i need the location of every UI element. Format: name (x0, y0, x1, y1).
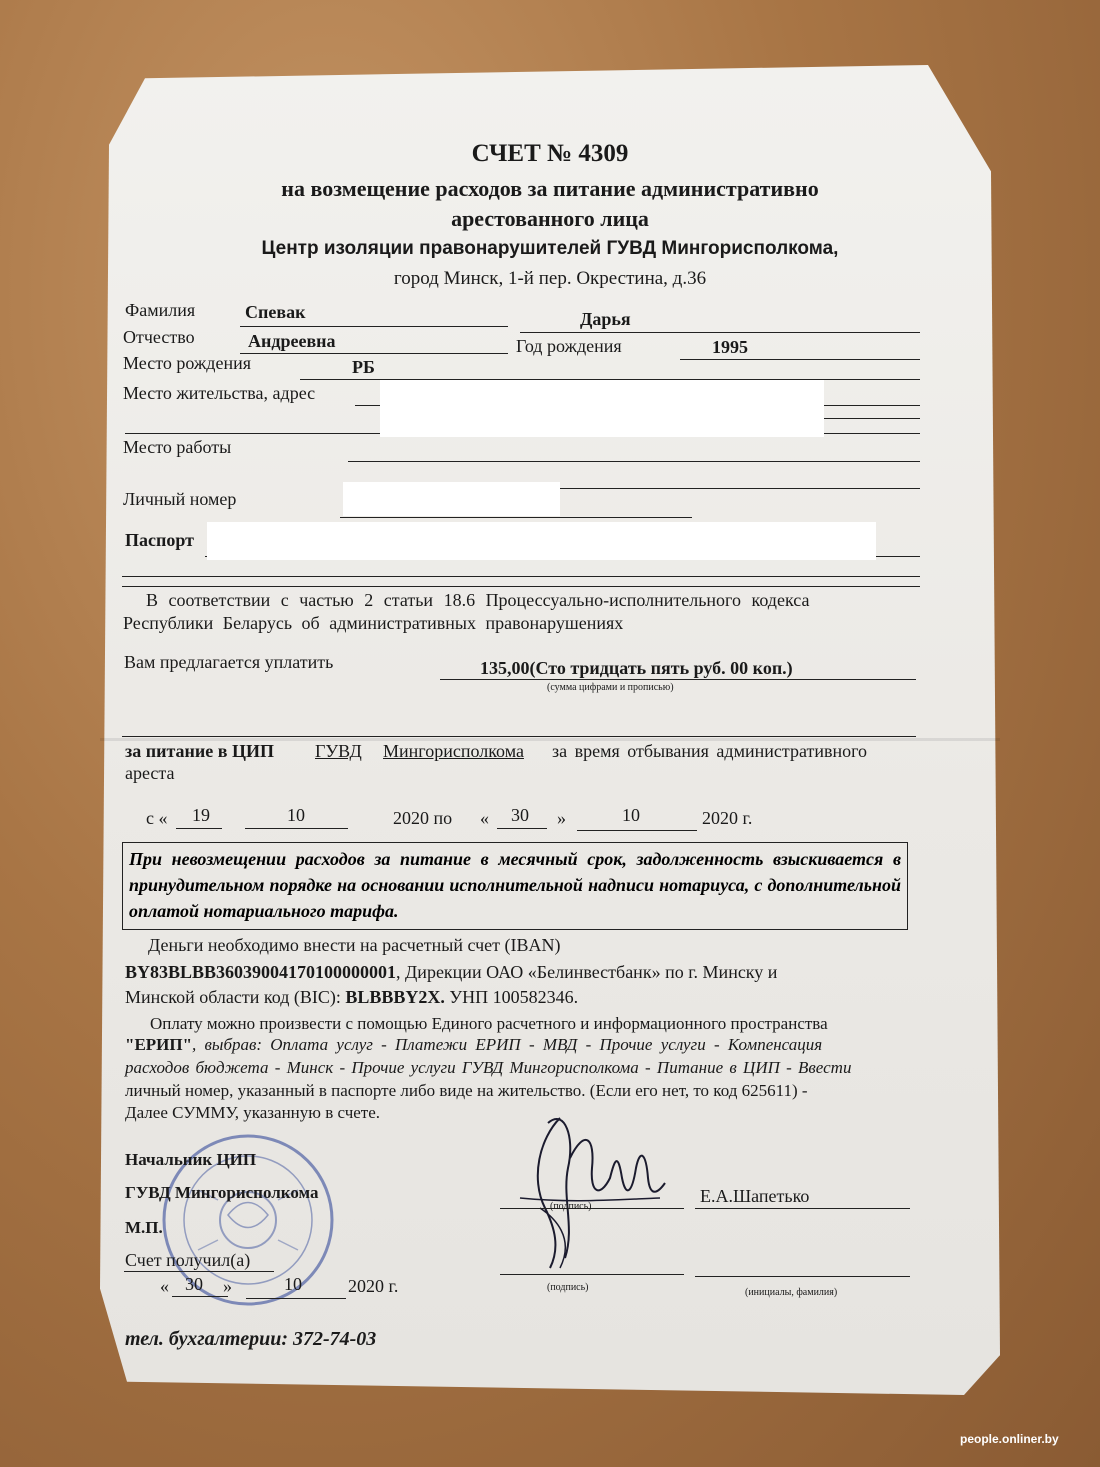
period-to-month-line (577, 830, 697, 831)
chief-title: Начальник ЦИП (125, 1150, 257, 1169)
organization-name: Центр изоляции правонарушителей ГУВД Мингорисполкома, (261, 238, 839, 259)
received-year: 2020 г. (348, 1276, 399, 1296)
bank-line-3: Минской области код (BIC): (125, 987, 346, 1007)
recipient-sign-hint: (подпись) (547, 1282, 589, 1293)
payment-amount-line (440, 679, 916, 680)
bank-line-2: , Дирекции ОАО «Белинвестбанк» по г. Минску и (396, 962, 778, 982)
bank-unp: УНП 100582346. (444, 987, 579, 1007)
received-day: 30 (185, 1274, 203, 1294)
passport-line-2 (122, 576, 920, 577)
personal-number-redaction (343, 482, 560, 516)
chief-sign-line (500, 1208, 684, 1209)
bank-iban: BY83BLBB36039004170100000001 (125, 962, 397, 982)
legal-reference-line-2: Республики Беларусь об административных правонарушениях (123, 613, 624, 633)
period-from-month: 10 (287, 805, 305, 825)
birth-year-value: 1995 (712, 337, 748, 357)
payment-amount: 135,00(Сто тридцать пять руб. 00 коп.) (480, 658, 793, 678)
payment-amount-hint: (сумма цифрами и прописью) (547, 682, 674, 693)
accounting-phone: тел. бухгалтерии: 372-74-03 (125, 1328, 377, 1350)
warning-text: При невозмещении расходов за питание в месячный срок, задолженность взыскивается в принудительном порядке на основании исполнительной надписи нотариуса, с дополнительной оплатой нотариального тарифа. (129, 849, 901, 921)
erip-line-1: Оплату можно произвести с помощью Единого расчетного и информационного пространства (150, 1014, 828, 1033)
work-label: Место работы (123, 437, 232, 457)
received-open: « (160, 1276, 169, 1296)
patronymic-label: Отчество (123, 327, 195, 347)
patronymic-line (240, 353, 508, 354)
purpose-org-1: ГУВД (315, 741, 362, 761)
period-to-month: 10 (622, 805, 640, 825)
birthplace-value: РБ (352, 357, 375, 377)
received-label: Счет получил(а) (125, 1250, 251, 1270)
period-to-year: 2020 г. (702, 808, 753, 828)
name-line (520, 332, 920, 333)
patronymic-value: Андреевна (248, 331, 336, 351)
personal-number-line (340, 517, 692, 518)
payment-extra-line (122, 736, 916, 737)
purpose-prefix: за питание в ЦИП (125, 741, 274, 761)
signer-name-line (695, 1208, 910, 1209)
work-line-1 (348, 461, 920, 462)
erip-line-3: расходов бюджета - Минск - Прочие услуги ГУВД Мингорисполкома - Питание в ЦИП - Ввести (125, 1058, 852, 1077)
passport-redaction (207, 522, 876, 560)
period-from-prefix: с « (146, 808, 168, 828)
surname-label: Фамилия (125, 300, 196, 320)
warning-box (122, 842, 908, 930)
received-day-line (172, 1296, 228, 1297)
period-to-day: 30 (511, 805, 529, 825)
purpose-line-2: ареста (125, 763, 175, 783)
bank-bic: BLBBBY2X. (345, 987, 445, 1007)
period-to-close: » (557, 808, 566, 828)
erip-line-5: Далее СУММУ, указанную в счете. (125, 1103, 381, 1122)
erip-line-4: личный номер, указанный в паспорте либо виде на жительство. (Если его нет, то код 625611) - (125, 1081, 808, 1100)
legal-reference-line-1: В соответствии с частью 2 статьи 18.6 Процессуально-исполнительного кодекса (146, 590, 810, 610)
invoice-subtitle-2: арестованного лица (451, 206, 649, 231)
surname-line (240, 326, 508, 327)
birth-year-label: Год рождения (516, 336, 622, 356)
residence-redaction (380, 380, 824, 437)
recipient-name-line (695, 1276, 910, 1277)
residence-label: Место жительства, адрес (123, 383, 316, 403)
received-close: » (223, 1276, 232, 1296)
passport-line-3 (122, 586, 920, 587)
bank-line-1: Деньги необходимо внести на расчетный счет (IBAN) (148, 935, 561, 955)
organization-address: город Минск, 1-й пер. Окрестина, д.36 (393, 268, 707, 289)
chief-sign-hint: (подпись) (550, 1201, 592, 1212)
purpose-suffix: за время отбывания административного (552, 741, 868, 761)
surname-value: Спевак (245, 302, 306, 322)
period-from-month-line (245, 828, 348, 829)
received-underline (124, 1271, 274, 1272)
birth-year-line (680, 359, 920, 360)
period-to-open: « (480, 808, 489, 828)
received-month-line (246, 1298, 346, 1299)
invoice-title: СЧЕТ № 4309 (471, 140, 629, 167)
period-to-day-line (497, 828, 547, 829)
erip-line-2: , выбрав: Оплата услуг - Платежи ЕРИП - МВД - Прочие услуги - Компенсация (192, 1035, 823, 1054)
name-value: Дарья (580, 309, 631, 329)
period-from-day-line (176, 828, 222, 829)
source-watermark: people.onliner.by (960, 1432, 1059, 1446)
residence-line-2 (820, 418, 920, 419)
period-from-day: 19 (192, 805, 210, 825)
handwritten-signature (500, 1098, 670, 1273)
birthplace-label: Место рождения (123, 353, 252, 373)
period-from-year: 2020 по (393, 808, 453, 828)
personal-number-label: Личный номер (123, 489, 237, 509)
purpose-org-2: Мингорисполкома (383, 741, 524, 761)
chief-org: ГУВД Мингорисполкома (125, 1183, 319, 1202)
stamp-place: М.П. (125, 1218, 163, 1237)
recipient-name-hint: (инициалы, фамилия) (745, 1287, 838, 1298)
payment-label: Вам предлагается уплатить (124, 652, 334, 672)
passport-label: Паспорт (125, 530, 194, 550)
received-month: 10 (284, 1274, 302, 1294)
signer-name: Е.А.Шапетько (700, 1186, 810, 1206)
recipient-sign-line (500, 1274, 684, 1275)
erip-label: "ЕРИП" (125, 1035, 193, 1054)
invoice-subtitle-1: на возмещение расходов за питание административно (281, 176, 819, 201)
